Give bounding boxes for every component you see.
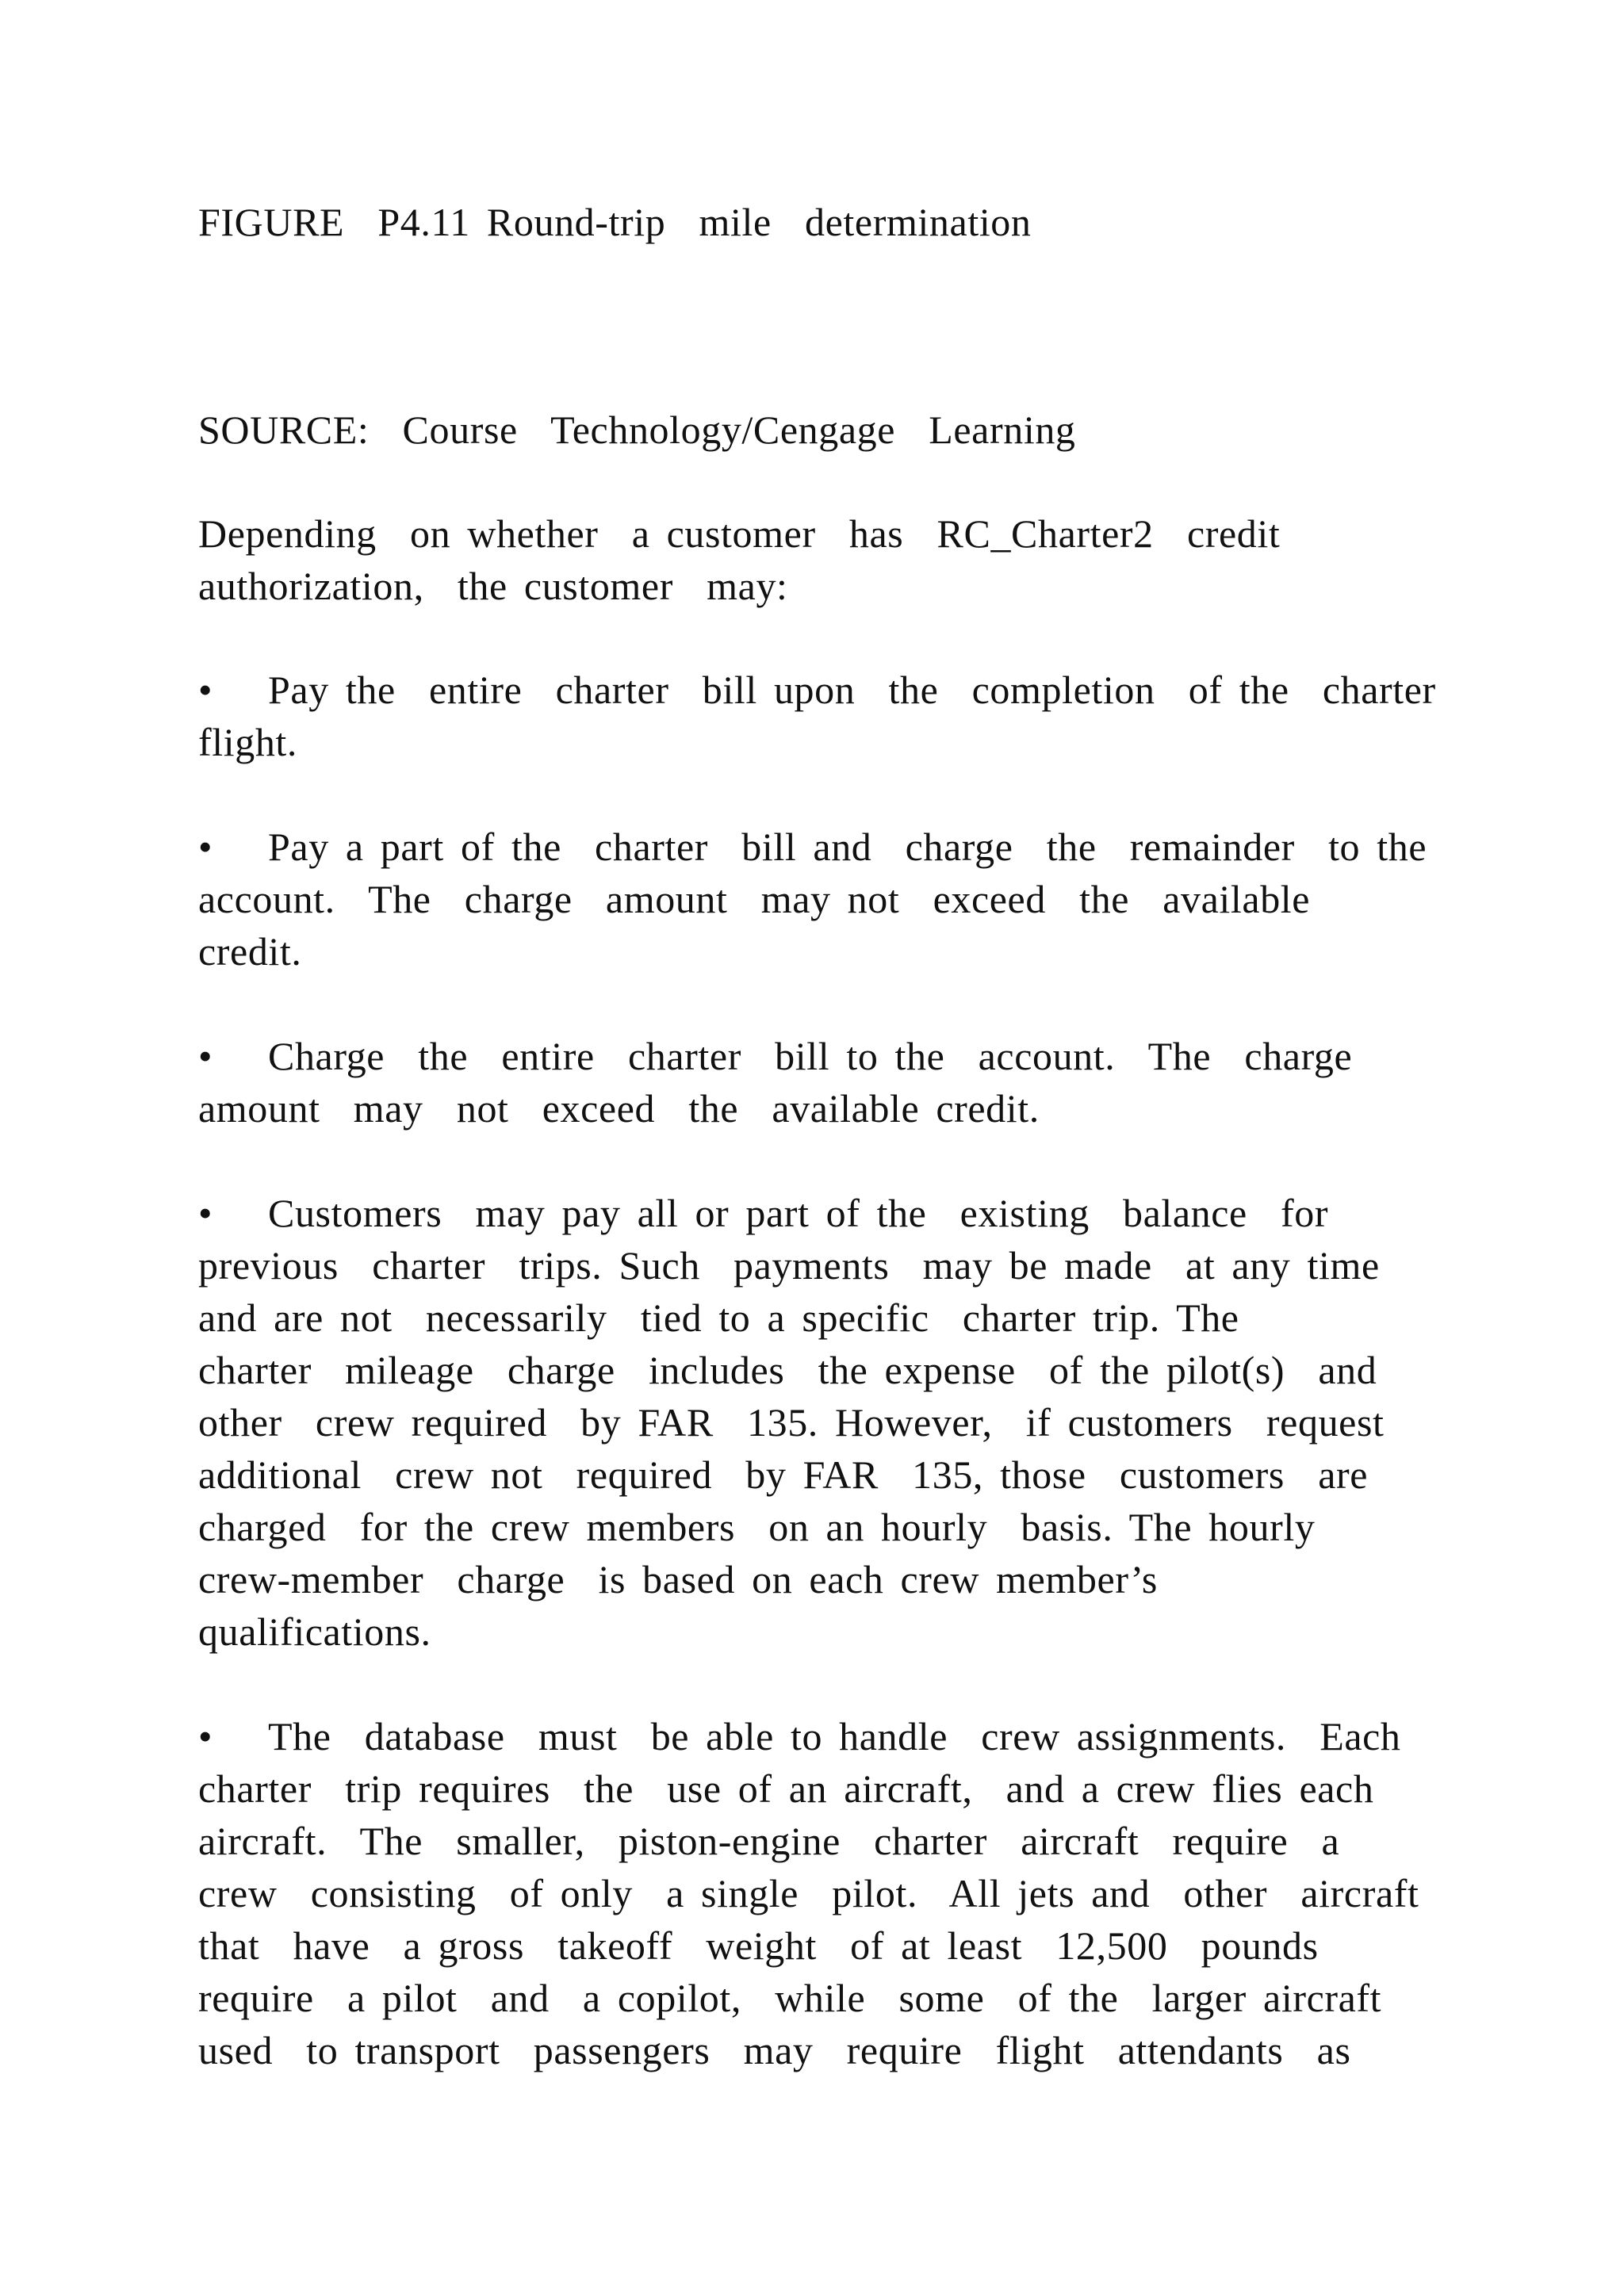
intro-line: authorization, the customer may: [198,564,788,608]
bullet-line: qualifications. [198,1609,431,1654]
bullet-line: other crew required by FAR 135. However, if customers request [198,1400,1385,1445]
bullet-line: charter trip requires the use of an aircraft, and a crew flies each [198,1766,1374,1811]
bullet-line: amount may not exceed the available credit. [198,1086,1040,1131]
bullet-line: and are not necessarily tied to a specific charter trip. The [198,1295,1239,1340]
intro-line: Depending on whether a customer has RC_Charter2 credit [198,511,1281,556]
bullet-line: flight. [198,720,298,764]
source-line: SOURCE: Course Technology/Cengage Learning [198,408,1076,452]
bullet-marker: • [198,1714,213,1758]
bullet-first-line: Pay a part of the charter bill and charge the remainder to the [268,825,1427,869]
bullet-marker: • [198,668,213,712]
bullet-line: charged for the crew members on an hourly basis. The hourly [198,1505,1316,1549]
bullet-first-line: Customers may pay all or part of the existing balance for [268,1191,1329,1235]
bullet-first-line: Charge the entire charter bill to the account. The charge [268,1034,1353,1078]
bullet-line: crew-member charge is based on each crew member’s [198,1557,1158,1601]
bullet-line: credit. [198,929,302,974]
bullet-first-line: Pay the entire charter bill upon the completion of the charter [268,668,1436,712]
bullet-line: account. The charge amount may not exceed the available [198,877,1311,921]
bullet-marker: • [198,1034,213,1078]
bullet-line: aircraft. The smaller, piston-engine charter aircraft require a [198,1819,1340,1863]
bullet-line: charter mileage charge includes the expense of the pilot(s) and [198,1348,1377,1392]
bullet-first-line: The database must be able to handle crew assignments. Each [268,1714,1401,1758]
bullet-line: used to transport passengers may require flight attendants as [198,2028,1351,2072]
bullet-marker: • [198,1191,213,1235]
bullet-marker: • [198,825,213,869]
bullet-line: that have a gross takeoff weight of at least 12,500 pounds [198,1923,1319,1968]
bullet-line: crew consisting of only a single pilot. All jets and other aircraft [198,1871,1419,1915]
bullet-line: previous charter trips. Such payments may be made at any time [198,1243,1380,1288]
bullet-line: require a pilot and a copilot, while some of the larger aircraft [198,1976,1382,2020]
figure-caption: FIGURE P4.11 Round-trip mile determination [198,200,1032,244]
bullet-line: additional crew not required by FAR 135, those customers are [198,1452,1369,1497]
